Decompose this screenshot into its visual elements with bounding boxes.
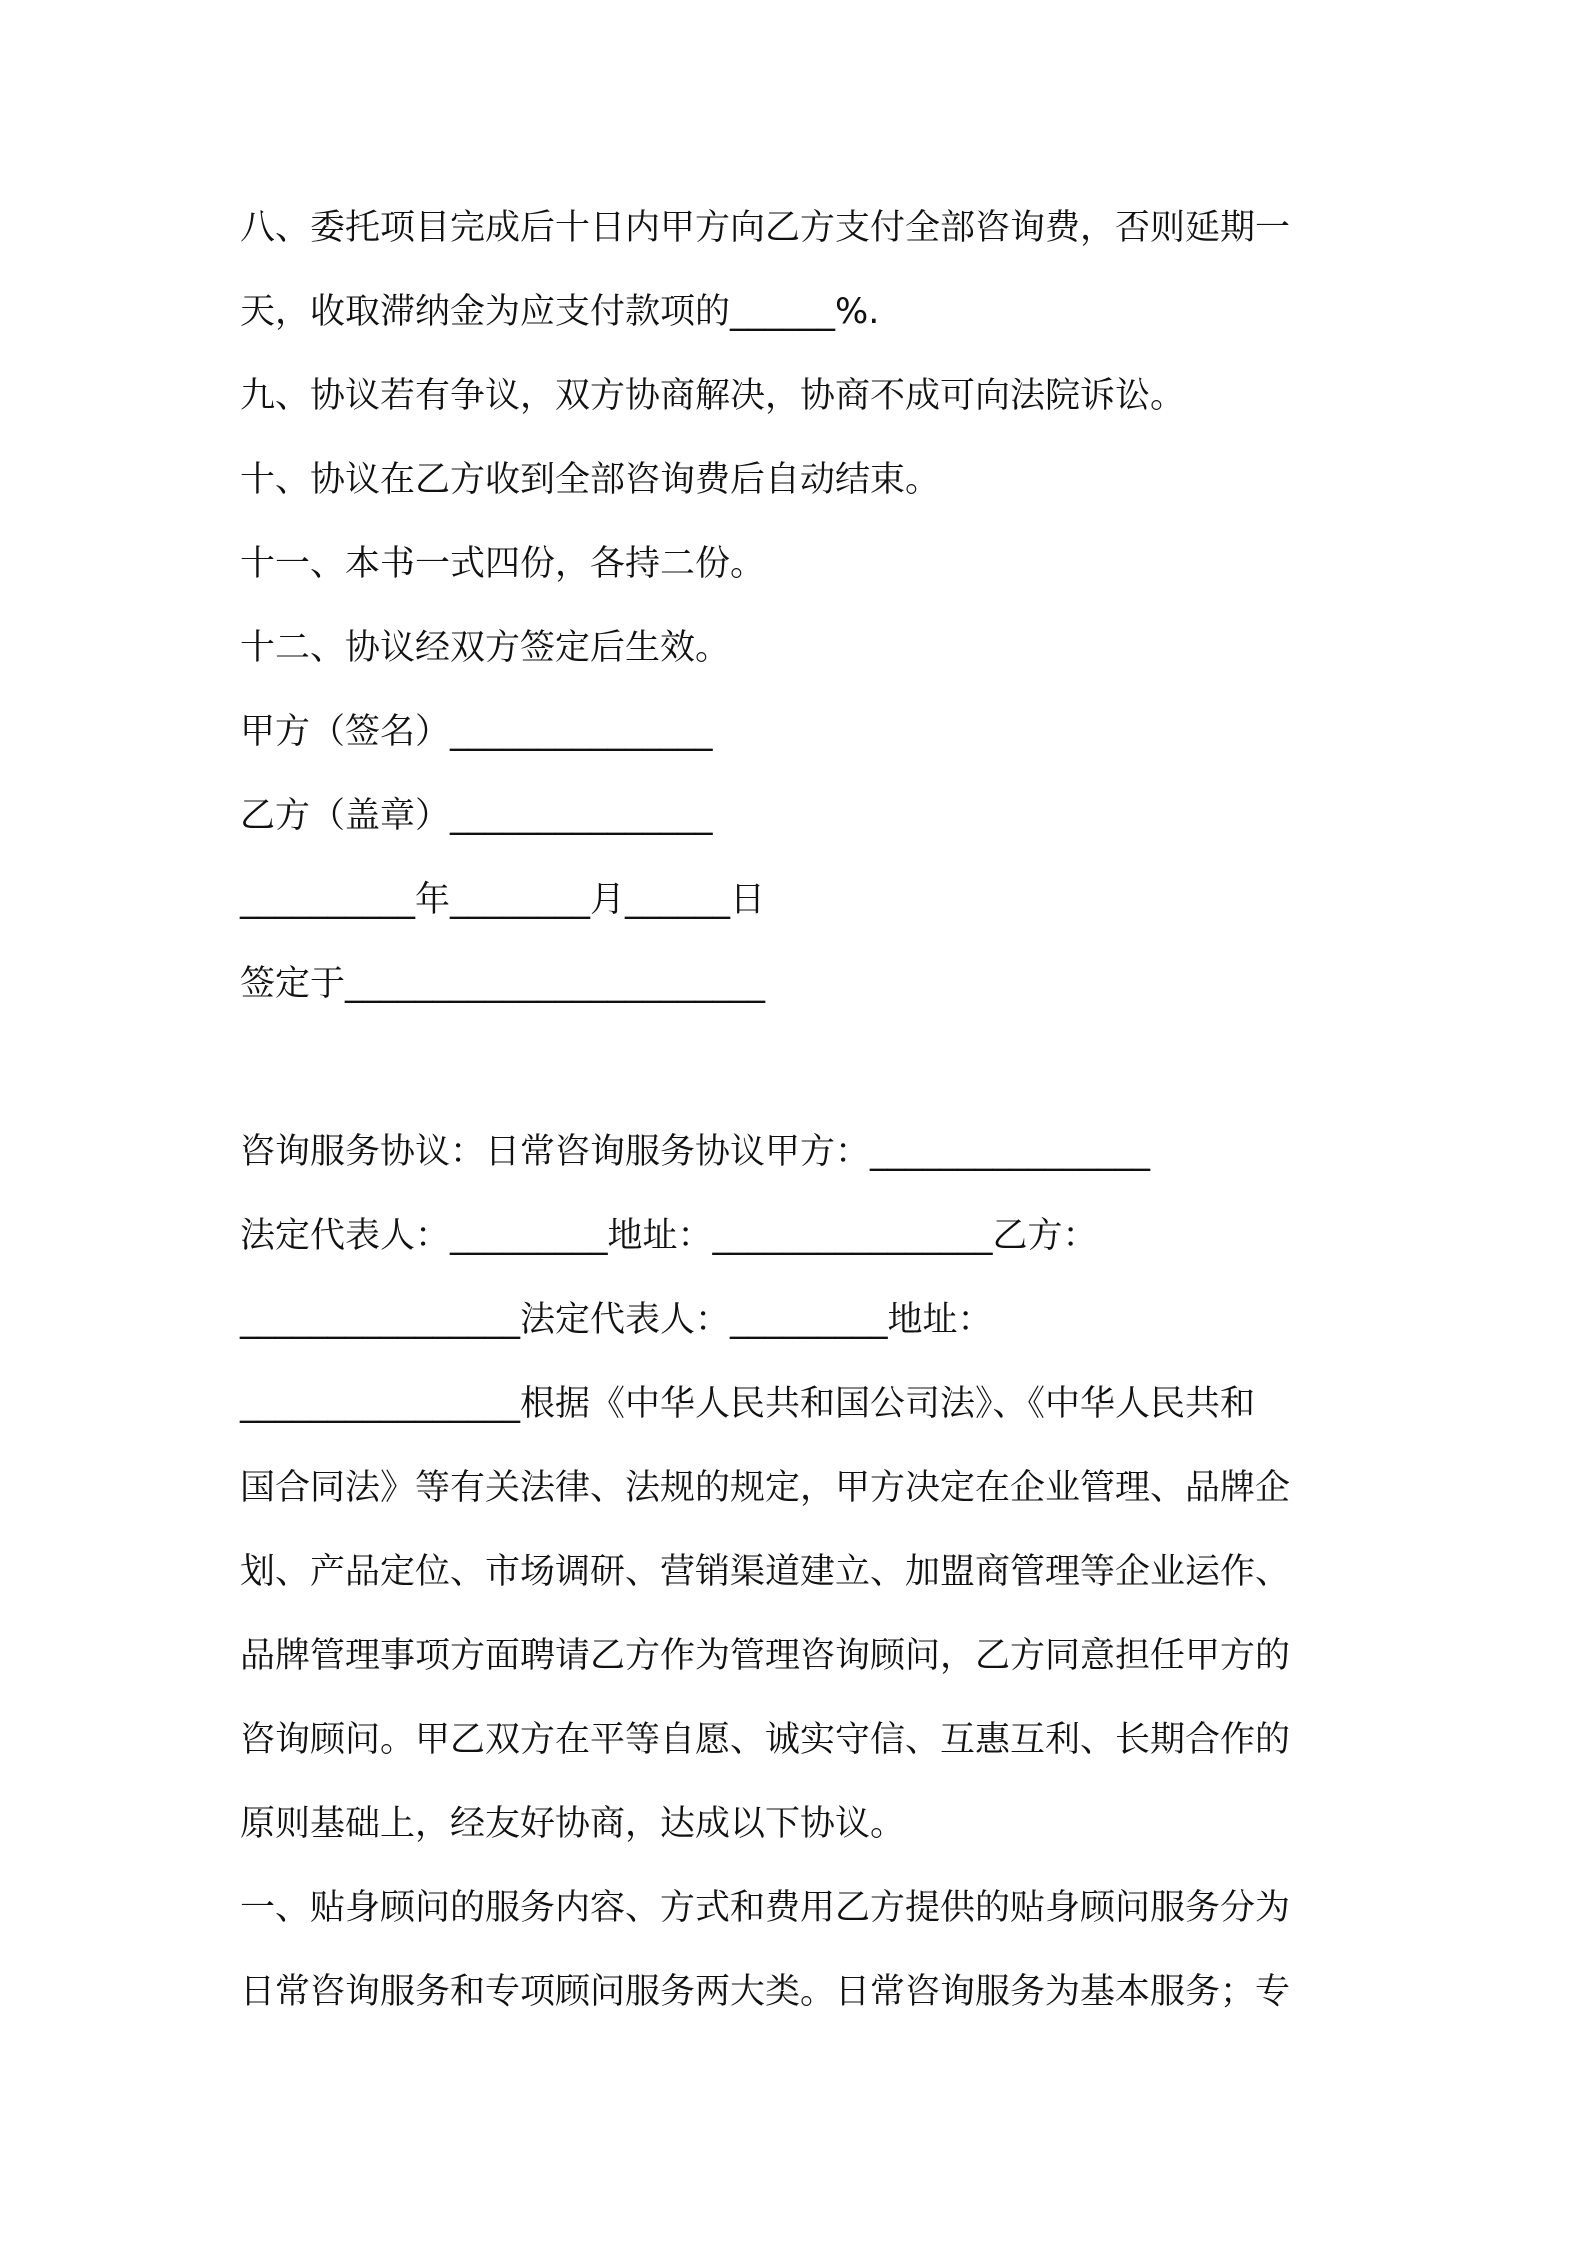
clause-8-line-2: 天，收取滞纳金为应支付款项的______%. [240, 292, 880, 332]
preamble-line-4: 品牌管理事项方面聘请乙方作为管理咨询顾问，乙方同意担任甲方的 [240, 1636, 1291, 1676]
preamble-line-5: 咨询顾问。甲乙双方在平等自愿、诚实守信、互惠互利、长期合作的 [240, 1720, 1291, 1760]
section-1-line-2: 日常咨询服务和专项顾问服务两大类。日常咨询服务为基本服务；专 [240, 1972, 1291, 2012]
preamble-line-1: ________________根据《中华人民共和国公司法》、《中华人民共和 [240, 1384, 1256, 1424]
party-b-seal: 乙方（盖章）_______________ [240, 796, 713, 836]
party-a-signature: 甲方（签名）_______________ [240, 712, 713, 752]
preamble-line-6: 原则基础上，经友好协商，达成以下协议。 [240, 1804, 906, 1844]
clause-12: 十二、协议经双方签定后生效。 [240, 628, 731, 668]
section-1-line-1: 一、贴身顾问的服务内容、方式和费用乙方提供的贴身顾问服务分为 [240, 1888, 1291, 1928]
preamble-line-3: 划、产品定位、市场调研、营销渠道建立、加盟商管理等企业运作、 [240, 1552, 1291, 1592]
party-info-line-2: ________________法定代表人：_________地址： [240, 1300, 993, 1340]
clause-11: 十一、本书一式四份，各持二份。 [240, 544, 766, 584]
party-info-line-1: 法定代表人：_________地址：________________乙方： [240, 1216, 1098, 1256]
clause-9: 九、协议若有争议，双方协商解决，协商不成可向法院诉讼。 [240, 376, 1186, 416]
clause-8-line-1: 八、委托项目完成后十日内甲方向乙方支付全部咨询费，否则延期一 [240, 208, 1291, 248]
agreement-heading: 咨询服务协议：日常咨询服务协议甲方：________________ [240, 1132, 1151, 1172]
signed-at-line: 签定于________________________ [240, 964, 766, 1004]
clause-10: 十、协议在乙方收到全部咨询费后自动结束。 [240, 460, 941, 500]
date-line: __________年________月______日 [240, 880, 766, 920]
preamble-line-2: 国合同法》等有关法律、法规的规定，甲方决定在企业管理、品牌企 [240, 1468, 1291, 1508]
